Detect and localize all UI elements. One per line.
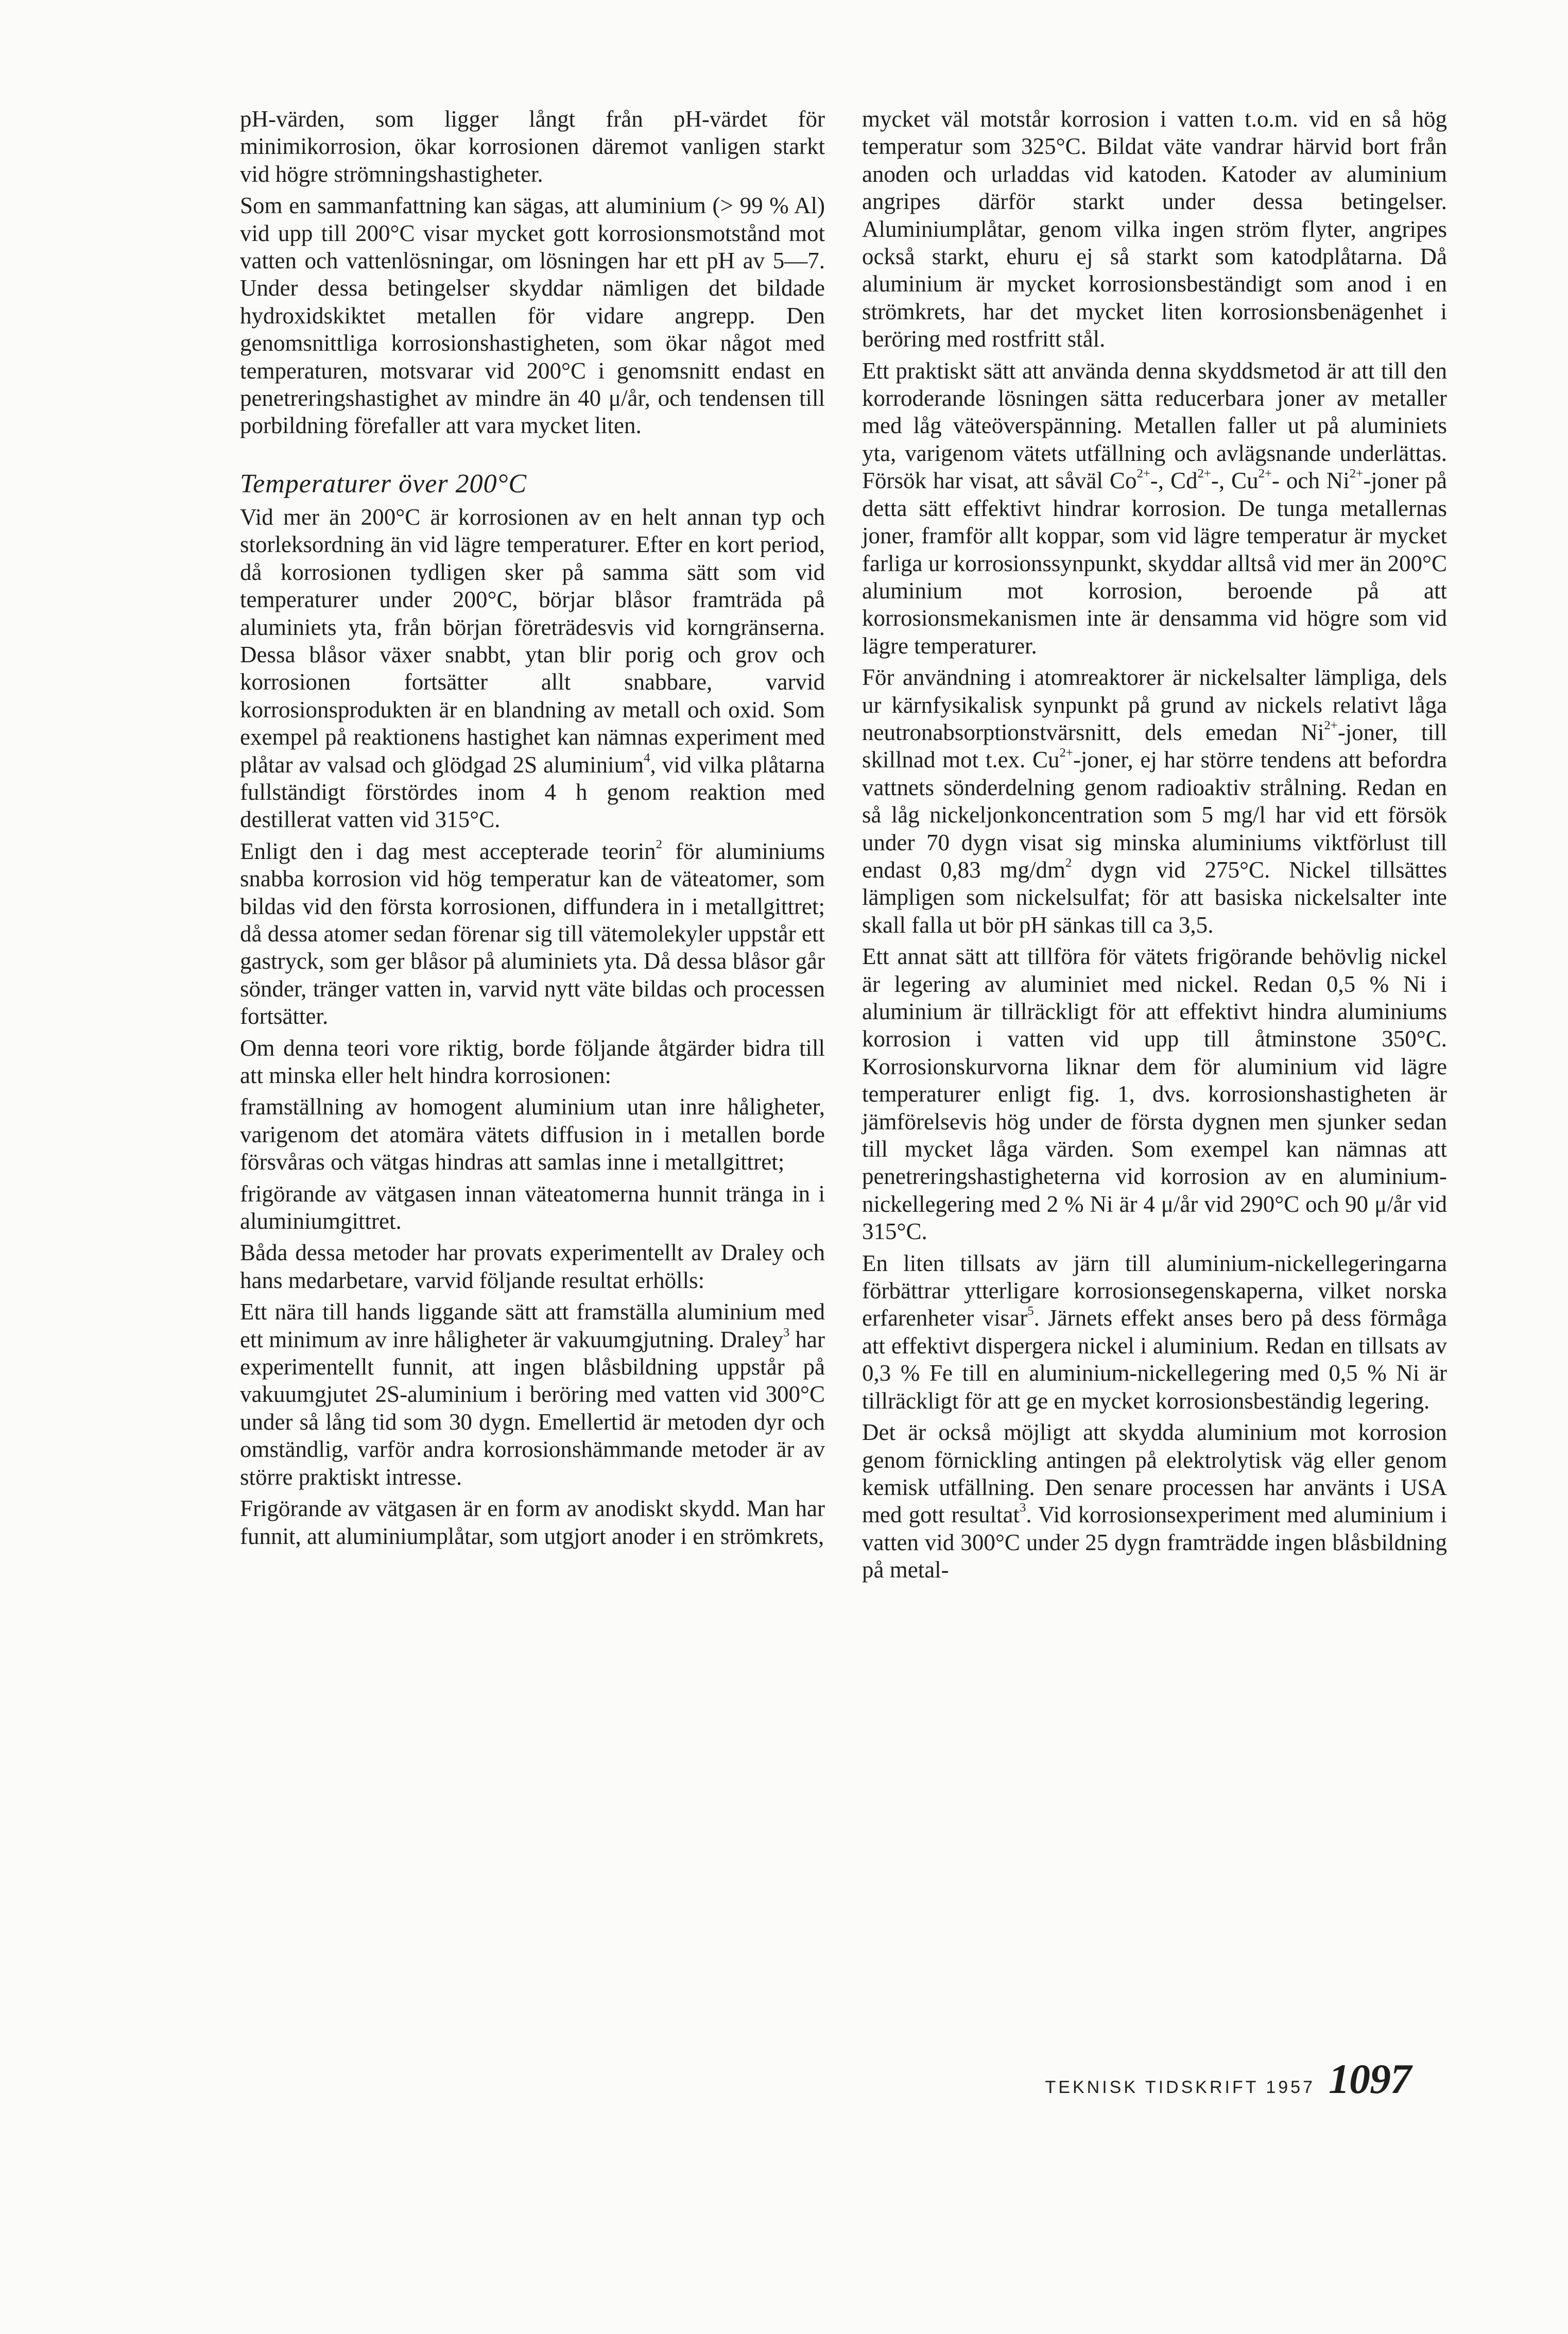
paragraph: framställning av homogent aluminium utan inre håligheter, varigenom det atomära vätets diffusion in i metallen borde försvåras och vätgas hindras att samlas inne i metallgittret; xyxy=(240,1094,825,1175)
text: Det är också möjligt att skydda aluminium mot korrosion genom förnickling antingen på elektrolytisk väg eller genom kemisk utfällning. Den senare processen har använts i USA med gott resultat xyxy=(862,1419,1447,1528)
text: En liten tillsats av järn till aluminium-nickellegeringarna förbättrar ytterligare korrosionsegenskaperna, vilket norska erfarenheter visar xyxy=(862,1250,1447,1331)
text: för aluminiums snabba korrosion vid hög temperatur kan de väteatomer, som bildas vid den första korrosionen, diffundera in i metallgittret; då dessa atomer sedan förenar sig till vätemolekyler uppstår ett gastryck, som ger blåsor på aluminiets yta. Då dessa blåsor går sönder, tränger vatten in, varvid nytt väte bildas och processen fortsätter. xyxy=(240,838,825,1029)
right-column xyxy=(862,106,1447,1584)
footnote-ref: 2 xyxy=(656,837,663,851)
text: Enligt den i dag mest accepterade teorin xyxy=(240,838,656,864)
text: . Vid korrosionsexperiment med aluminium i vatten vid 300°C under 25 dygn framträdde ingen blåsbildning på metal- xyxy=(862,1502,1448,1583)
paragraph xyxy=(862,664,1447,939)
text: . Järnets effekt anses bero på dess förmåga att effektivt dispergera nickel i aluminium. Redan en tillsats av 0,3 % Fe till en aluminium-nickellegering med 0,5 % Ni är tillräckligt för att ge en mycket korrosionsbeständig legering. xyxy=(862,1305,1447,1414)
footnote-ref: 3 xyxy=(1019,1501,1026,1515)
text: - och Ni xyxy=(1271,468,1350,494)
section-heading: Temperaturer över 200°C xyxy=(240,469,527,499)
paragraph xyxy=(862,357,1447,660)
footnote-ref: 5 xyxy=(1027,1304,1034,1318)
text: -joner, till skillnad mot t.ex. Cu xyxy=(862,719,1448,773)
paragraph xyxy=(862,1419,1447,1584)
paragraph xyxy=(240,504,825,834)
superscript: 2+ xyxy=(1059,746,1073,760)
text: Ett nära till hands liggande sätt att framställa aluminium med ett minimum av inre håligheter är vakuumgjutning. Draley xyxy=(240,1299,825,1352)
page-footer xyxy=(1004,2055,1411,2103)
paragraph: Som en sammanfattning kan sägas, att aluminium (> 99 % Al) vid upp till 200°C visar mycket gott korrosionsmotstånd mot vatten och vattenlösningar, om lösningen har ett pH av 5—7. Under dessa betingelser skyddar nämligen det bildade hydroxidskiktet metallen för vidare angrepp. Den genomsnittliga korrosionshastigheten, som ökar något med temperaturen, motsvarar vid 200°C i genomsnitt endast en penetreringshastighet av mindre än 40 μ/år, och tendensen till porbildning förefaller att vara mycket liten. xyxy=(240,193,825,439)
text: För användning i atomreaktorer är nickelsalter lämpliga, dels ur kärnfysikalisk synpunkt på grund av nickels relativt låga neutronabsorptionstvärsnitt, dels emedan Ni xyxy=(862,664,1447,745)
paragraph: Om denna teori vore riktig, borde följande åtgärder bidra till att minska eller helt hindra korrosionen: xyxy=(240,1035,825,1088)
text: Vid mer än 200°C är korrosionen av en helt annan typ och storleksordning än vid lägre temperaturer. Efter en kort period, då korrosionen tydligen sker på samma sätt som vid temperaturer under 200°C, börjar blåsor framträda på aluminiets yta, från början företrädesvis vid korngränserna. Dessa blåsor växer snabbt, ytan blir porig och grov och korrosionen fortsätter allt snabbare, varvid korrosionsprodukten är en blandning av metall och oxid. Som exempel på reaktionens hastighet kan nämnas experiment med plåtar av valsad och glödgad 2S aluminium xyxy=(240,504,825,778)
text: -joner på detta sätt effektivt hindrar korrosion. De tunga metallernas joner, framför allt koppar, som vid lägre temperatur är mycket farliga ur korrosionssynpunkt, skyddar alltså vid mer än 200°C aluminium mot korrosion, beroende på att korrosionsmekanismen inte är densamma vid högre som vid lägre temperaturer. xyxy=(862,468,1448,659)
text: Ett praktiskt sätt att använda denna skyddsmetod är att till den korroderande lösningen sätta reducerbara joner av metaller med låg väteöverspänning. Metallen faller ut på aluminiets yta, varigenom vätets utfällning och avlägsnande underlättas. Försök har visat, att såväl Co xyxy=(862,357,1447,494)
footnote-ref: 3 xyxy=(783,1325,790,1340)
paragraph xyxy=(240,838,825,1031)
paragraph: Båda dessa metoder har provats experimentellt av Draley och hans medarbetare, varvid följande resultat erhölls: xyxy=(240,1240,825,1293)
paragraph: Ett annat sätt att tillföra för vätets frigörande behövlig nickel är legering av aluminiet med nickel. Redan 0,5 % Ni i aluminium är tillräckligt för att effektivt hindra aluminiums korrosion i vatten vid upp till åtminstone 350°C. Korrosionskurvorna liknar dem för aluminium vid lägre temperaturer enligt fig. 1, dvs. korrosionshastigheten är jämförelsevis hög under de första dygnen men sjunker sedan till mycket låga värden. Som exempel kan nämnas att penetreringshastigheterna vid korrosion av en aluminium-nickellegering med 2 % Ni är 4 μ/år vid 290°C och 90 μ/år vid 315°C. xyxy=(862,943,1447,1245)
superscript: 2 xyxy=(1065,855,1072,870)
text: har experimentellt funnit, att ingen blåsbildning uppstår på vakuumgjutet 2S-aluminium i beröring med vatten vid 300°C under så lång tid som 30 dygn. Emellertid är metoden dyr och omständlig, varför andra korrosionshämmande metoder är av större praktiskt intresse. xyxy=(240,1326,825,1490)
paragraph: Frigörande av vätgasen är en form av anodiskt skydd. Man har funnit, att aluminiumplåtar, som utgjort anoder i en strömkrets, xyxy=(240,1496,825,1549)
superscript: 2+ xyxy=(1197,467,1211,481)
superscript: 2+ xyxy=(1324,718,1338,732)
paragraph: mycket väl motstår korrosion i vatten t.o.m. vid en så hög temperatur som 325°C. Bildat väte vandrar härvid bort från anoden och urladdas vid katoden. Katoder av aluminium angripes därför starkt under dessa betingelser. Aluminiumplåtar, genom vilka ingen ström flyter, angripes också starkt, ehuru ej så starkt som katodplåtarna. Då aluminium är mycket korrosionsbeständigt som anod i en strömkrets, har det mycket liten korrosionsbenägenhet i beröring med rostfritt stål. xyxy=(862,106,1447,352)
footnote-ref: 4 xyxy=(644,750,650,765)
paragraph xyxy=(240,1298,825,1491)
superscript: 2+ xyxy=(1136,467,1150,481)
text: dygn vid 275°C. Nickel tillsättes lämpligen som nickelsulfat; för att basiska nickelsalter inte skall falla ut bör pH sänkas till ca 3,5. xyxy=(862,856,1448,938)
text: , vid vilka plåtarna fullständigt förstördes inom 4 h genom reaktion med destillerat vatten vid 315°C. xyxy=(240,751,825,833)
paragraph: frigörande av vätgasen innan väteatomerna hunnit tränga in i aluminiumgittret. xyxy=(240,1180,825,1234)
text: -joner, ej har större tendens att befordra vattnets sönderdelning genom radioaktiv strålning. Redan en så låg nickeljonkoncentration som 5 mg/l har vid ett försök under 70 dygn visat sig minska aluminiums viktförlust till endast 0,83 mg/dm xyxy=(862,747,1447,883)
superscript: 2+ xyxy=(1258,467,1272,481)
superscript: 2+ xyxy=(1349,467,1364,481)
page-number: 1097 xyxy=(1329,2055,1411,2102)
text: -, Cu xyxy=(1211,468,1259,494)
paragraph: pH-värden, som ligger långt från pH-värdet för minimikorrosion, ökar korrosionen däremot vanligen starkt vid högre strömningshastigheter. xyxy=(240,106,825,187)
journal-name: TEKNISK TIDSKRIFT 1957 xyxy=(1045,2078,1315,2097)
left-column xyxy=(240,106,825,1550)
text: -, Cd xyxy=(1150,468,1198,494)
paragraph xyxy=(862,1250,1447,1415)
